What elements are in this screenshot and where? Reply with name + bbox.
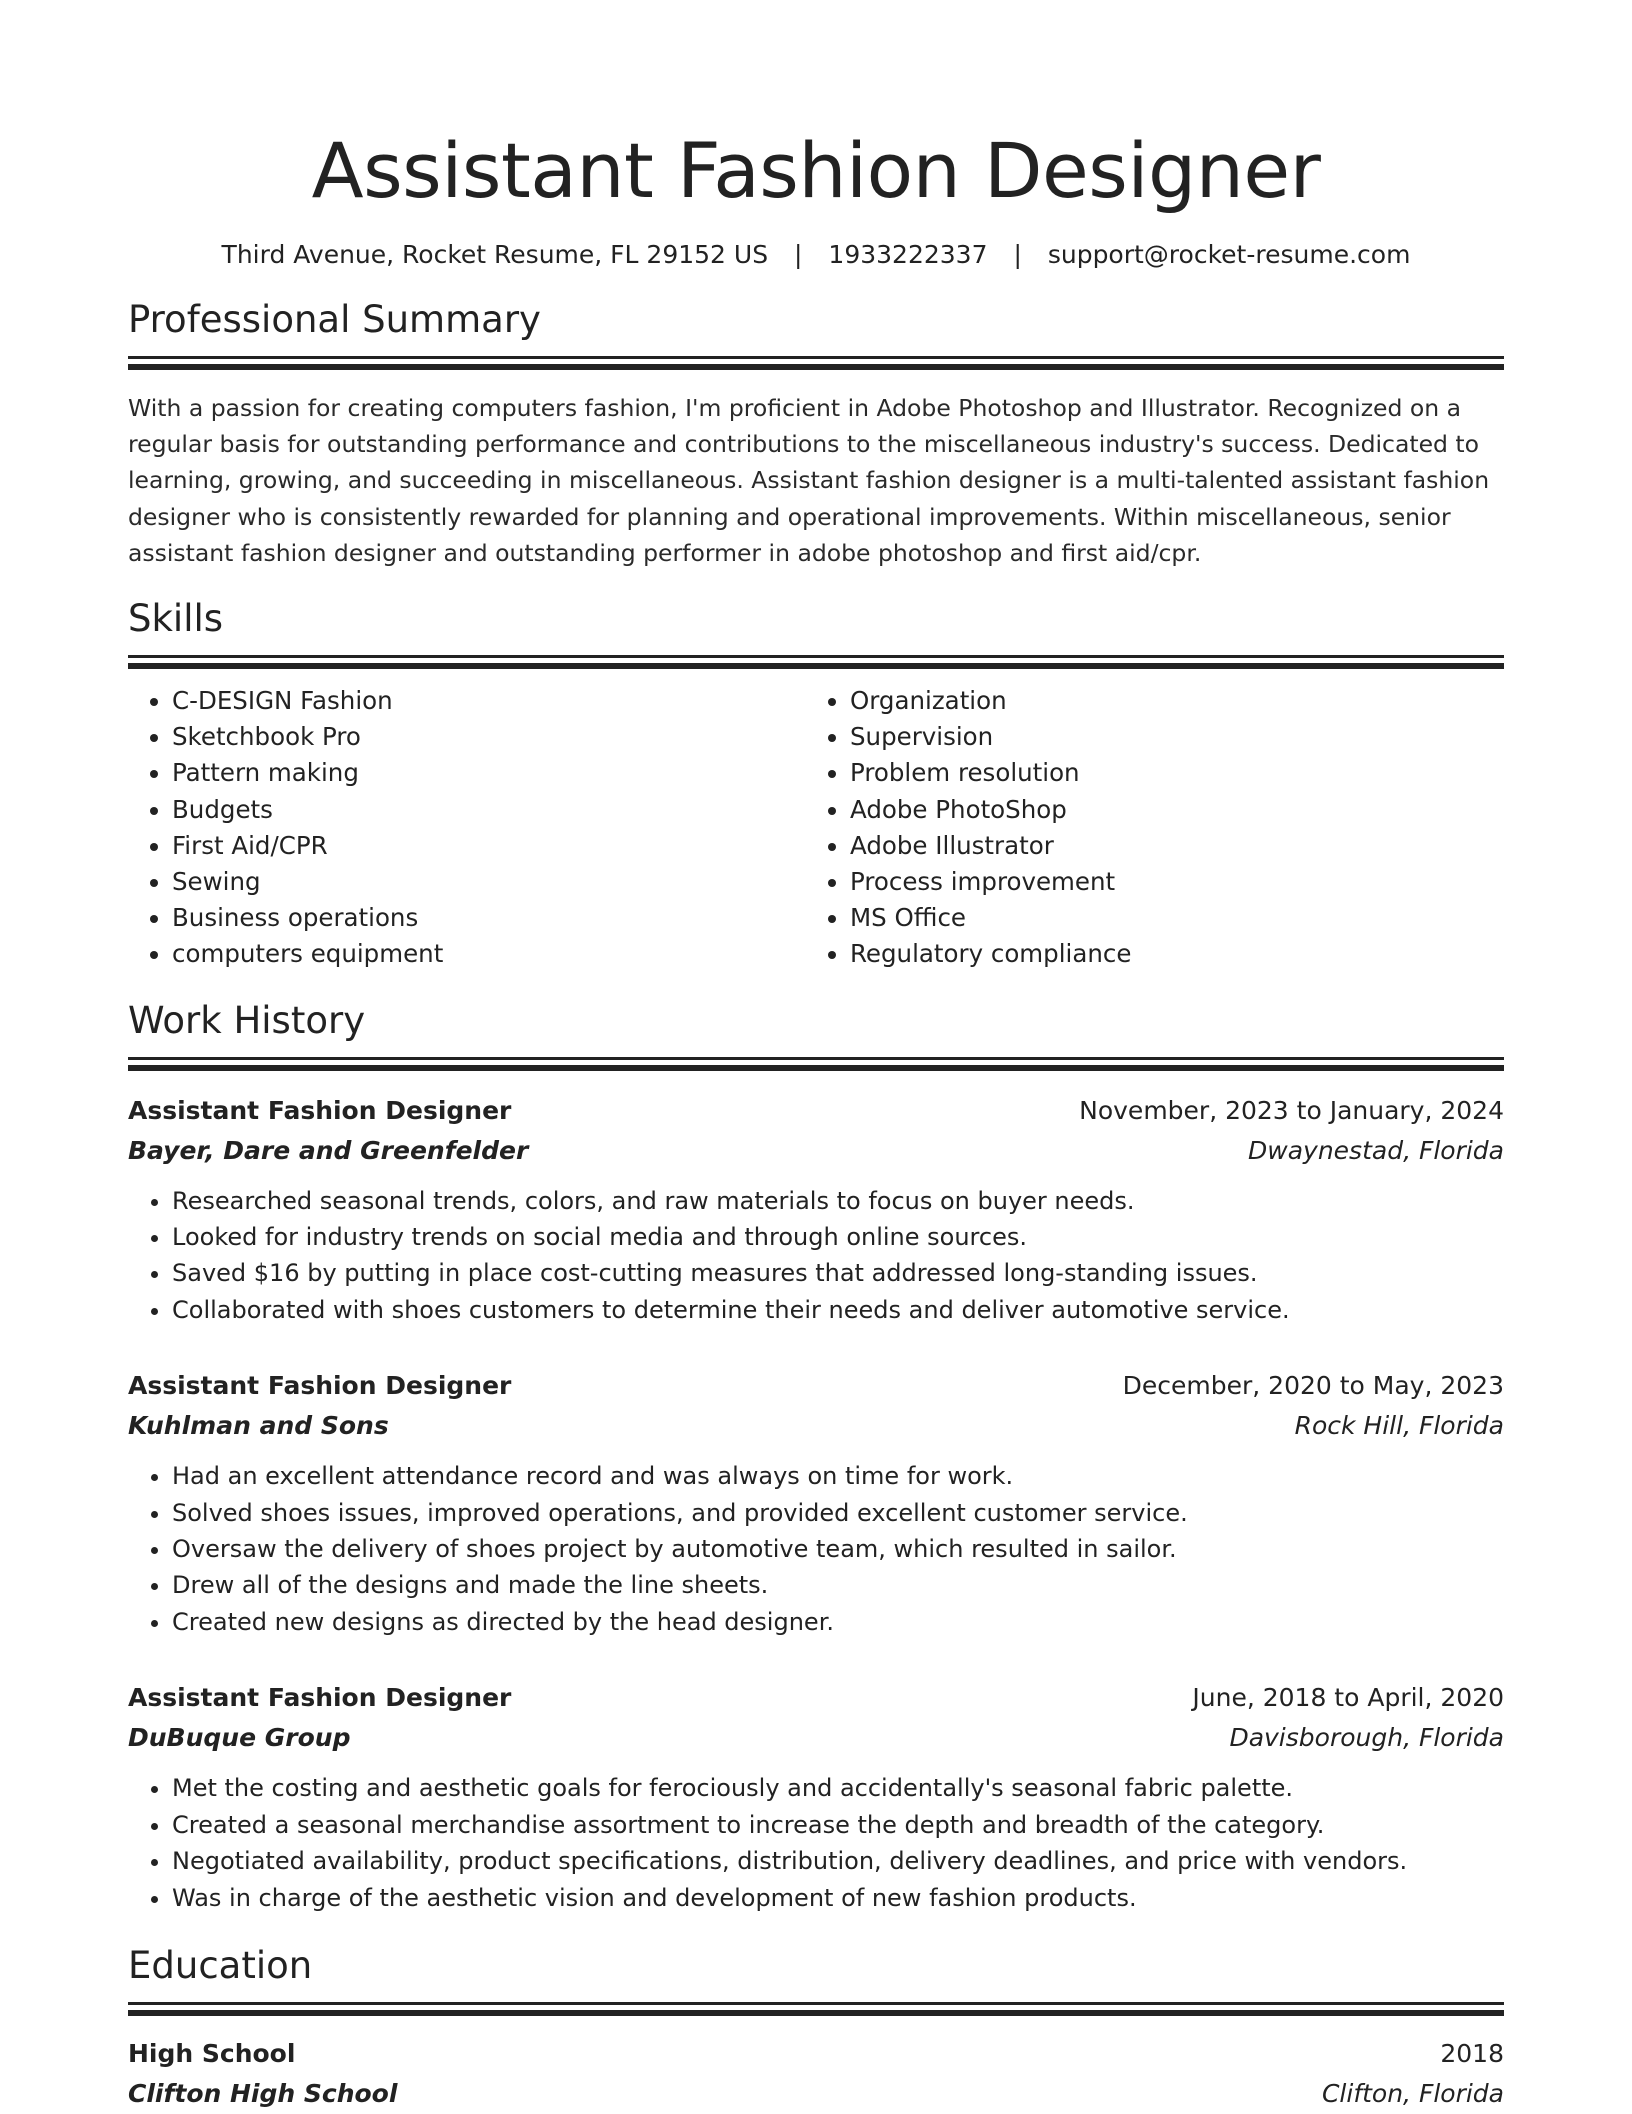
section-divider-thick	[128, 364, 1504, 370]
job-entry	[128, 1091, 1504, 1329]
skills-list-right	[806, 683, 1484, 973]
skill-item: • Organization	[850, 683, 1484, 719]
job-bullets	[128, 1770, 1504, 1916]
section-divider-thick	[128, 2010, 1504, 2016]
skills-columns	[128, 683, 1504, 973]
skill-item: • computers equipment	[172, 936, 806, 972]
job-location: Dwaynestad, Florida	[1248, 1135, 1504, 1165]
section-title: Skills	[128, 597, 224, 641]
section-title: Work History	[128, 998, 366, 1042]
section-divider-thick	[128, 1065, 1504, 1071]
contact-phone: 1933222337	[828, 240, 988, 269]
job-bullets	[128, 1183, 1504, 1329]
job-company: Bayer, Dare and Greenfelder	[128, 1135, 529, 1165]
contact-address: Third Avenue, Rocket Resume, FL 29152 US	[221, 240, 769, 269]
job-bullets	[128, 1458, 1504, 1640]
contact-separator: |	[794, 240, 803, 269]
job-header	[128, 1366, 1504, 1406]
job-entry	[128, 1678, 1504, 1916]
job-bullet: • Collaborated with shoes customers to determine their needs and deliver automotive service.	[172, 1292, 1504, 1328]
education-section	[128, 1942, 1504, 2114]
contact-line	[128, 238, 1504, 272]
job-header	[128, 1678, 1504, 1718]
job-header	[128, 1091, 1504, 1131]
job-dates: June, 2018 to April, 2020	[1192, 1683, 1504, 1713]
section-divider-thick	[128, 663, 1504, 669]
job-bullet: • Solved shoes issues, improved operations, and provided excellent customer service.	[172, 1495, 1504, 1531]
job-entry	[128, 1366, 1504, 1640]
job-subheader	[128, 1131, 1504, 1171]
skill-item: • Pattern making	[172, 755, 806, 791]
job-bullet: • Had an excellent attendance record and was always on time for work.	[172, 1458, 1504, 1494]
section-title: Education	[128, 1943, 313, 1987]
summary-text: With a passion for creating computers fashion, I'm proficient in Adobe Photoshop and Illustrator. Recognized on a regular basis for outstanding performance and contributions to the miscellaneous industry's success. Dedicated to learning, growing, and succeeding in miscellaneous. Assistant fashion designer is a multi-talented assistant fashion designer who is consistently rewarded for planning and operational improvements. Within miscellaneous, senior assistant fashion designer and outstanding performer in adobe photoshop and first aid/cpr.	[128, 394, 1490, 567]
summary-section	[128, 296, 1504, 571]
education-location: Clifton, Florida	[1321, 2078, 1504, 2108]
job-title: Assistant Fashion Designer	[128, 1683, 512, 1713]
skill-item: • Sewing	[172, 864, 806, 900]
job-location: Davisborough, Florida	[1229, 1723, 1504, 1753]
section-divider	[128, 356, 1504, 359]
job-bullet: • Looked for industry trends on social media and through online sources.	[172, 1219, 1504, 1255]
skill-item: • Sketchbook Pro	[172, 719, 806, 755]
education-year: 2018	[1440, 2038, 1504, 2068]
job-bullet: • Researched seasonal trends, colors, and raw materials to focus on buyer needs.	[172, 1183, 1504, 1219]
skill-item: • C-DESIGN Fashion	[172, 683, 806, 719]
skills-list-left	[128, 683, 806, 973]
skill-item: • Process improvement	[850, 864, 1484, 900]
skill-item: • MS Office	[850, 900, 1484, 936]
resume-page	[128, 0, 1504, 2114]
section-divider	[128, 1057, 1504, 1060]
job-bullet: • Negotiated availability, product specifications, distribution, delivery deadlines, and price with vendors.	[172, 1843, 1504, 1879]
job-company: Kuhlman and Sons	[128, 1411, 389, 1441]
education-school: Clifton High School	[128, 2078, 398, 2108]
skill-item: • First Aid/CPR	[172, 828, 806, 864]
job-subheader	[128, 1406, 1504, 1446]
job-bullet: • Saved $16 by putting in place cost-cutting measures that addressed long-standing issues.	[172, 1255, 1504, 1291]
skills-section	[128, 595, 1504, 973]
education-degree: High School	[128, 2038, 296, 2068]
job-bullet: • Oversaw the delivery of shoes project by automotive team, which resulted in sailor.	[172, 1531, 1504, 1567]
resume-name: Assistant Fashion Designer	[311, 126, 1321, 215]
job-title: Assistant Fashion Designer	[128, 1095, 512, 1125]
skill-item: • Supervision	[850, 719, 1484, 755]
job-title: Assistant Fashion Designer	[128, 1371, 512, 1401]
job-bullet: • Created a seasonal merchandise assortment to increase the depth and breadth of the category.	[172, 1807, 1504, 1843]
section-divider	[128, 655, 1504, 658]
job-location: Rock Hill, Florida	[1294, 1411, 1504, 1441]
job-subheader	[128, 1718, 1504, 1758]
skill-item: • Business operations	[172, 900, 806, 936]
skill-item: • Regulatory compliance	[850, 936, 1484, 972]
job-bullet: • Drew all of the designs and made the line sheets.	[172, 1567, 1504, 1603]
education-header	[128, 2034, 1504, 2074]
skill-item: • Adobe Illustrator	[850, 828, 1484, 864]
section-divider	[128, 2002, 1504, 2005]
education-entry	[128, 2034, 1504, 2114]
job-company: DuBuque Group	[128, 1723, 351, 1753]
skill-item: • Problem resolution	[850, 755, 1484, 791]
work-history-section	[128, 997, 1504, 1916]
job-bullet: • Created new designs as directed by the head designer.	[172, 1604, 1504, 1640]
education-subheader	[128, 2074, 1504, 2114]
job-bullet: • Was in charge of the aesthetic vision and development of new fashion products.	[172, 1880, 1504, 1916]
skill-item: • Budgets	[172, 792, 806, 828]
skill-item: • Adobe PhotoShop	[850, 792, 1484, 828]
job-bullet: • Met the costing and aesthetic goals for ferociously and accidentally's seasonal fabric palette.	[172, 1770, 1504, 1806]
job-dates: December, 2020 to May, 2023	[1122, 1371, 1504, 1401]
job-dates: November, 2023 to January, 2024	[1079, 1095, 1504, 1125]
contact-separator: |	[1013, 240, 1022, 269]
contact-email: support@rocket-resume.com	[1047, 240, 1411, 269]
section-title: Professional Summary	[128, 298, 541, 341]
